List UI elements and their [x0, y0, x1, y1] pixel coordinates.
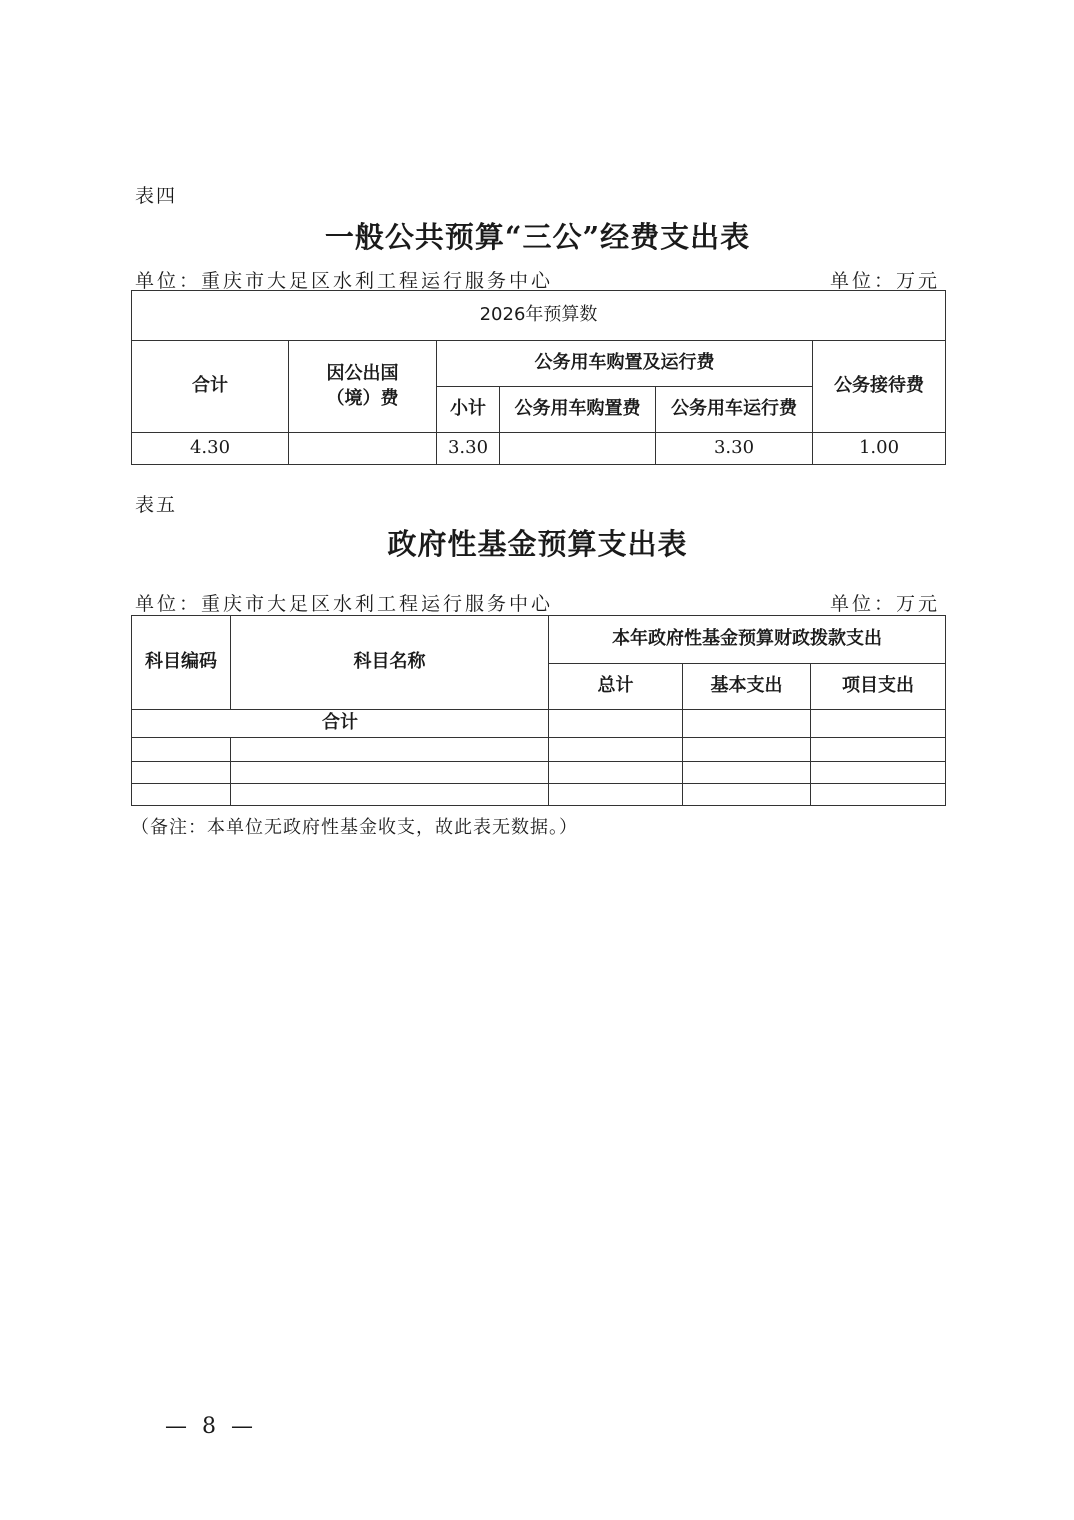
empty-cell: [231, 762, 549, 784]
empty-cell: [549, 762, 683, 784]
table4-title: 一般公共预算“三公”经费支出表: [324, 220, 751, 254]
table5: [131, 615, 946, 806]
table4: [131, 290, 946, 465]
page-number: — 8 —: [165, 1414, 257, 1439]
cell-vehicle-purchase: [500, 433, 656, 465]
cell-subtotal: 3.30: [437, 433, 500, 465]
empty-cell: [231, 784, 549, 806]
empty-cell: [231, 738, 549, 762]
header-vehicle: 公务用车购置及运行费: [437, 341, 813, 387]
header-fund-group: 本年政府性基金预算财政拨款支出: [549, 616, 946, 664]
header-total: 合计: [132, 341, 289, 433]
empty-cell: [811, 784, 946, 806]
header-code: 科目编码: [132, 616, 231, 710]
empty-cell: [811, 762, 946, 784]
cell-abroad: [289, 433, 437, 465]
empty-cell: [683, 784, 811, 806]
total-row-cell: [811, 710, 946, 738]
empty-cell: [132, 784, 231, 806]
header-vehicle-operation: 公务用车运行费: [656, 387, 813, 433]
table4-org: 单位：重庆市大足区水利工程运行服务中心: [135, 270, 554, 292]
year-header: 2026年预算数: [132, 291, 946, 341]
table5-note: （备注：本单位无政府性基金收支，故此表无数据。）: [131, 817, 578, 838]
empty-cell: [683, 738, 811, 762]
table4-unit: 单位：万元: [829, 270, 940, 292]
table5-label: 表五: [135, 494, 178, 516]
total-row-cell: [549, 710, 683, 738]
empty-cell: [132, 738, 231, 762]
cell-total: 4.30: [132, 433, 289, 465]
header-vehicle-purchase: 公务用车购置费: [500, 387, 656, 433]
header-abroad: 因公出国（境）费: [289, 341, 437, 433]
empty-cell: [549, 738, 683, 762]
empty-cell: [132, 762, 231, 784]
header-subtotal: 小计: [437, 387, 500, 433]
header-name: 科目名称: [231, 616, 549, 710]
empty-cell: [683, 762, 811, 784]
empty-cell: [811, 738, 946, 762]
header-fund-total: 总计: [549, 664, 683, 710]
header-basic: 基本支出: [683, 664, 811, 710]
total-row-label: 合计: [132, 710, 549, 738]
table5-org: 单位：重庆市大足区水利工程运行服务中心: [135, 593, 554, 615]
header-reception: 公务接待费: [813, 341, 946, 433]
cell-reception: 1.00: [813, 433, 946, 465]
table5-title: 政府性基金预算支出表: [387, 527, 688, 561]
cell-vehicle-operation: 3.30: [656, 433, 813, 465]
empty-cell: [549, 784, 683, 806]
header-project: 项目支出: [811, 664, 946, 710]
table5-unit: 单位：万元: [829, 593, 940, 615]
table4-label: 表四: [135, 185, 178, 207]
total-row-cell: [683, 710, 811, 738]
